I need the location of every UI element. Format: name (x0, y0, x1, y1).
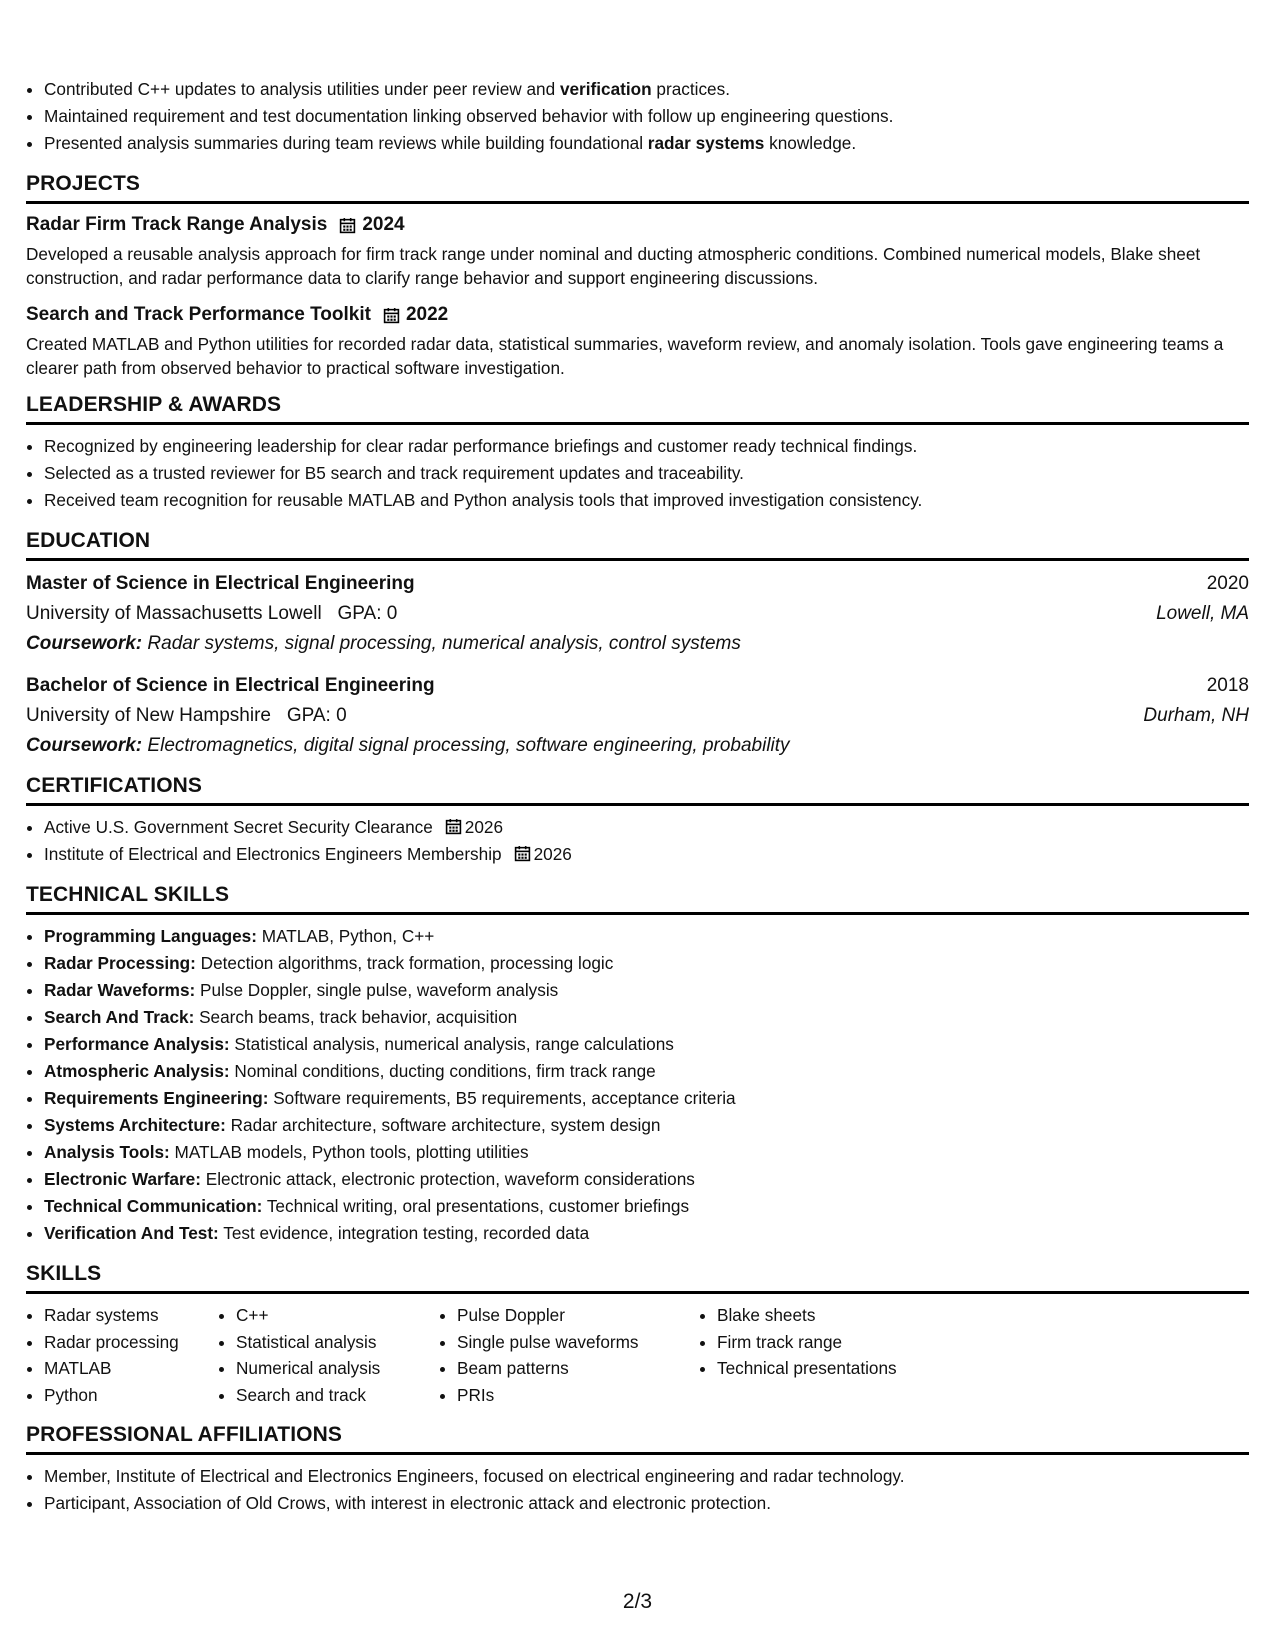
affiliations-section (26, 1422, 1249, 1517)
list-item: • Firm track range (717, 1329, 897, 1356)
skill-values: MATLAB, Python, C++ (261, 926, 435, 946)
list-item: • Search and track (236, 1382, 439, 1409)
school-location: Lowell, MA (1156, 603, 1249, 624)
coursework-label: Coursework: (26, 735, 143, 756)
education-entry (26, 569, 1249, 659)
list-item (44, 1085, 1249, 1112)
skill-category: Programming Languages: (44, 926, 257, 946)
project-year: 2022 (405, 304, 449, 325)
list-item (44, 977, 1249, 1004)
skills-column (699, 1302, 897, 1408)
certification-name: Active U.S. Government Secret Security Clearance (44, 817, 433, 837)
skill-values: Nominal conditions, ducting conditions, firm track range (234, 1061, 656, 1081)
section-heading: LEADERSHIP & AWARDS (26, 392, 1249, 425)
coursework: Electromagnetics, digital signal processing, software engineering, probability (147, 735, 790, 756)
skill-category: Radar Waveforms: (44, 980, 196, 1000)
gpa: GPA: 0 (286, 705, 347, 726)
skill-category: Requirements Engineering: (44, 1088, 269, 1108)
list-item: • Statistical analysis (236, 1329, 439, 1356)
list-item: • Single pulse waveforms (457, 1329, 699, 1356)
graduation-year: 2018 (1206, 675, 1249, 696)
coursework: Radar systems, signal processing, numerical analysis, control systems (147, 633, 741, 654)
list-item (44, 1139, 1249, 1166)
project-description: Developed a reusable analysis approach for firm track range under nominal and ducting atmospheric conditions. Combined numerical models, Blake sheet construction, and radar performance data to clarify range behavior and support engineering discussions. (26, 244, 1201, 288)
calendar-icon (339, 217, 356, 234)
skill-values: Statistical analysis, numerical analysis, range calculations (234, 1034, 674, 1054)
list-item: • Received team recognition for reusable MATLAB and Python analysis tools that improved investigation consistency. (44, 487, 1249, 514)
technical-skills-section (26, 882, 1249, 1247)
list-item (44, 1031, 1249, 1058)
calendar-icon (383, 307, 400, 324)
skill-category: Verification And Test: (44, 1223, 219, 1243)
resume-page (26, 0, 1249, 1517)
skills-column (439, 1302, 699, 1408)
skill-values: Test evidence, integration testing, recorded data (223, 1223, 590, 1243)
list-item: • Contributed C++ updates to analysis utilities under peer review and verification practices. (44, 76, 1249, 103)
graduation-year: 2020 (1206, 573, 1249, 594)
skill-category: Search And Track: (44, 1007, 195, 1027)
list-item: • Presented analysis summaries during team reviews while building foundational radar systems knowledge. (44, 130, 1249, 157)
skill-values: Software requirements, B5 requirements, acceptance criteria (273, 1088, 736, 1108)
skills-section (26, 1261, 1249, 1408)
project-year: 2024 (362, 214, 405, 235)
skill-values: MATLAB models, Python tools, plotting utilities (174, 1142, 529, 1162)
list-item: • PRIs (457, 1382, 699, 1409)
school-location: Durham, NH (1143, 705, 1249, 726)
list-item: • Participant, Association of Old Crows, with interest in electronic attack and electronic protection. (44, 1490, 1249, 1517)
list-item: • Python (44, 1382, 218, 1409)
list-item (44, 923, 1249, 950)
skills-column (218, 1302, 439, 1408)
skill-category: Radar Processing: (44, 953, 196, 973)
list-item: • Maintained requirement and test documentation linking observed behavior with follow up engineering questions. (44, 103, 1249, 130)
project-title: Radar Firm Track Range Analysis (26, 214, 328, 235)
skill-values: Pulse Doppler, single pulse, waveform analysis (200, 980, 559, 1000)
skill-category: Performance Analysis: (44, 1034, 230, 1054)
list-item: • Technical presentations (717, 1355, 897, 1382)
list-item (44, 841, 1249, 868)
degree-title: Master of Science in Electrical Engineering (26, 573, 415, 594)
affiliations-list (26, 1463, 1249, 1517)
degree-title: Bachelor of Science in Electrical Engineering (26, 675, 435, 696)
certification-year: 2026 (533, 844, 572, 864)
skill-values: Electronic attack, electronic protection, waveform considerations (205, 1169, 695, 1189)
list-item (44, 1166, 1249, 1193)
certification-name: Institute of Electrical and Electronics Engineers Membership (44, 844, 502, 864)
skill-category: Electronic Warfare: (44, 1169, 201, 1189)
calendar-icon (445, 818, 462, 835)
certifications-section (26, 773, 1249, 868)
list-item: • Beam patterns (457, 1355, 699, 1382)
skills-column (26, 1302, 218, 1408)
skill-values: Detection algorithms, track formation, processing logic (200, 953, 614, 973)
section-heading: TECHNICAL SKILLS (26, 882, 1249, 915)
section-heading: PROFESSIONAL AFFILIATIONS (26, 1422, 1249, 1455)
skill-values: Search beams, track behavior, acquisition (199, 1007, 518, 1027)
list-item: • MATLAB (44, 1355, 218, 1382)
project-description: Created MATLAB and Python utilities for recorded radar data, statistical summaries, waveform review, and anomaly isolation. Tools gave engineering teams a clearer path from observed behavior to practical software investigation. (26, 334, 1224, 378)
page-number: 2/3 (622, 1590, 653, 1613)
school-name: University of New Hampshire (26, 705, 271, 726)
project-item (26, 212, 1249, 290)
skill-category: Technical Communication: (44, 1196, 263, 1216)
list-item (44, 814, 1249, 841)
certifications-list (26, 814, 1249, 868)
leadership-section (26, 392, 1249, 514)
education-entry (26, 671, 1249, 761)
leadership-list (26, 433, 1249, 514)
project-title: Search and Track Performance Toolkit (26, 304, 371, 325)
list-item: • Member, Institute of Electrical and Electronics Engineers, focused on electrical engineering and radar technology. (44, 1463, 1249, 1490)
section-heading: SKILLS (26, 1261, 1249, 1294)
gpa: GPA: 0 (337, 603, 398, 624)
list-item: • Recognized by engineering leadership for clear radar performance briefings and customer ready technical findings. (44, 433, 1249, 460)
list-item: • Radar processing (44, 1329, 218, 1356)
list-item: • Selected as a trusted reviewer for B5 search and track requirement updates and traceability. (44, 460, 1249, 487)
skill-category: Systems Architecture: (44, 1115, 226, 1135)
list-item: • Blake sheets (717, 1302, 897, 1329)
skill-category: Analysis Tools: (44, 1142, 170, 1162)
project-item (26, 302, 1249, 380)
coursework-label: Coursework: (26, 633, 143, 654)
school-name: University of Massachusetts Lowell (26, 603, 322, 624)
section-heading: PROJECTS (26, 171, 1249, 204)
list-item (44, 1112, 1249, 1139)
list-item (44, 1220, 1249, 1247)
experience-continued-list (26, 76, 1249, 157)
projects-section (26, 171, 1249, 380)
calendar-icon (514, 845, 531, 862)
list-item: • C++ (236, 1302, 439, 1329)
section-heading: CERTIFICATIONS (26, 773, 1249, 806)
skill-category: Atmospheric Analysis: (44, 1061, 230, 1081)
list-item: • Numerical analysis (236, 1355, 439, 1382)
education-section (26, 528, 1249, 761)
list-item (44, 1058, 1249, 1085)
list-item (44, 950, 1249, 977)
skill-values: Technical writing, oral presentations, customer briefings (266, 1196, 690, 1216)
list-item: • Radar systems (44, 1302, 218, 1329)
list-item (44, 1193, 1249, 1220)
skills-grid (26, 1302, 1249, 1408)
skill-values: Radar architecture, software architecture, system design (230, 1115, 661, 1135)
technical-skills-list (26, 923, 1249, 1247)
list-item (44, 1004, 1249, 1031)
section-heading: EDUCATION (26, 528, 1249, 561)
certification-year: 2026 (464, 817, 504, 837)
list-item: • Pulse Doppler (457, 1302, 699, 1329)
